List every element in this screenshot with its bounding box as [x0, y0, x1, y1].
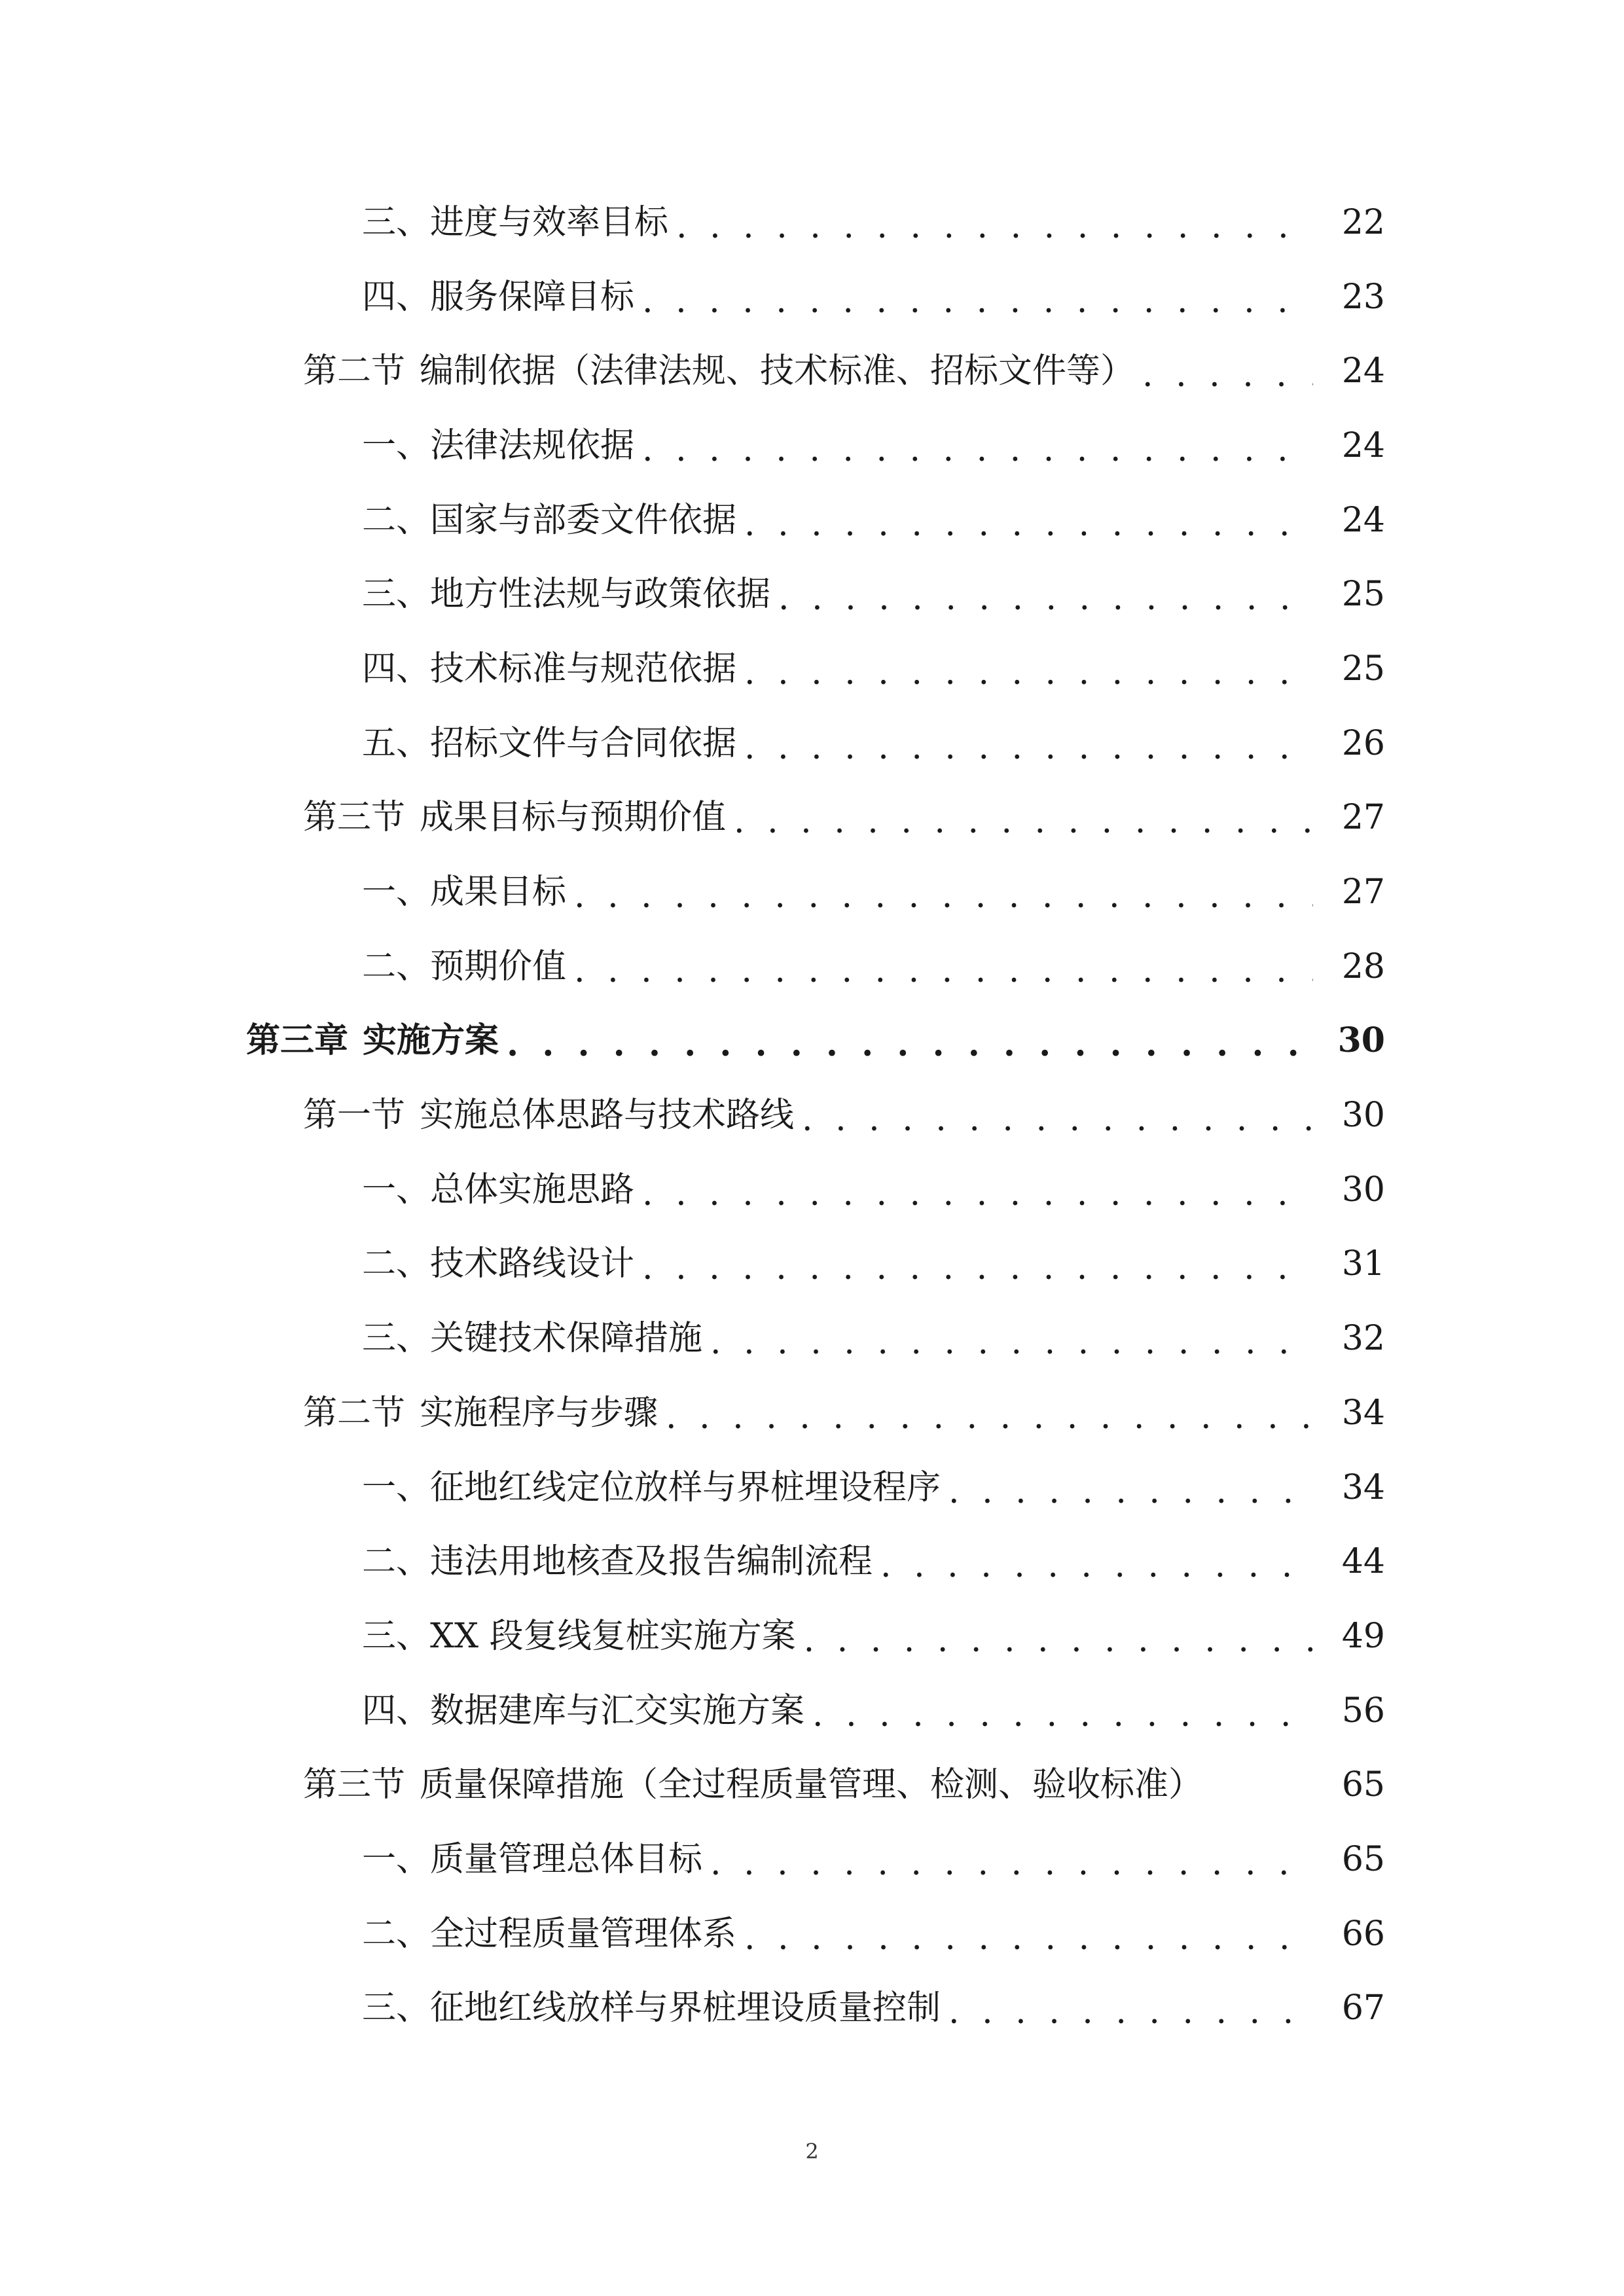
toc-entry-title: 成果目标与预期价值 [420, 798, 727, 838]
toc-entry[interactable] [0, 855, 1624, 929]
toc-entry-prefix: 四、 [362, 649, 431, 689]
toc-entry-title: 成果目标 [430, 872, 567, 912]
toc-entry-page: 28 [1341, 946, 1385, 986]
toc-entry-title: 预期价值 [430, 946, 567, 986]
toc-entry[interactable] [0, 1524, 1624, 1599]
toc-entry[interactable] [0, 1153, 1624, 1227]
toc-entry-title: 进度与效率目标 [430, 202, 669, 242]
toc-entry[interactable] [0, 632, 1624, 706]
toc-entry-prefix: 三、 [362, 575, 431, 615]
toc-entry-page: 26 [1341, 723, 1385, 763]
toc-entry-title: 编制依据（法律法规、技术标准、招标文件等） [420, 351, 1135, 391]
dot-leader [744, 507, 1313, 541]
toc-entry[interactable] [0, 1599, 1624, 1674]
toc-entry-page: 31 [1341, 1244, 1385, 1284]
toc-entry-page: 27 [1341, 798, 1385, 838]
dot-leader [948, 1995, 1313, 2029]
toc-entry-page: 56 [1341, 1691, 1385, 1731]
toc-entry-prefix: 一、 [362, 1467, 431, 1507]
toc-entry[interactable] [0, 483, 1624, 558]
toc-entry-title: 实施程序与步骤 [420, 1393, 659, 1433]
toc-entry-page: 34 [1341, 1467, 1385, 1507]
toc-entry-page: 32 [1341, 1319, 1385, 1359]
toc-entry-title: 技术标准与规范依据 [430, 649, 737, 689]
dot-leader [642, 1177, 1313, 1211]
toc-entry[interactable] [0, 1822, 1624, 1897]
toc-entry-page: 49 [1341, 1616, 1385, 1656]
toc-entry[interactable] [0, 1301, 1624, 1376]
dot-leader [1142, 358, 1313, 392]
toc-entry-page: 24 [1341, 500, 1385, 540]
toc-entry[interactable] [0, 1971, 1624, 2046]
toc-entry-page: 65 [1341, 1839, 1385, 1879]
toc-entry-title: 关键技术保障措施 [430, 1319, 703, 1359]
toc-entry-prefix: 第二节 [303, 1393, 406, 1433]
toc-entry-page: 66 [1341, 1914, 1385, 1954]
toc-entry-page: 30 [1337, 1020, 1385, 1061]
toc-entry-page: 44 [1341, 1542, 1385, 1582]
dot-leader [507, 1028, 1313, 1062]
toc-entry-prefix: 二、 [362, 1244, 431, 1284]
toc-entry[interactable] [0, 781, 1624, 855]
toc-entry-page: 24 [1341, 351, 1385, 391]
toc-entry-prefix: 第三节 [303, 1765, 406, 1805]
dot-leader [642, 1251, 1313, 1285]
toc-entry-title: 全过程质量管理体系 [430, 1914, 737, 1954]
dot-leader [778, 581, 1313, 615]
toc-entry-page: 23 [1341, 277, 1385, 317]
toc-entry-title: 总体实施思路 [430, 1170, 635, 1210]
page-number: 2 [805, 2139, 819, 2164]
toc-entry[interactable] [0, 706, 1624, 781]
toc-entry-title: 征地红线定位放样与界桩埋设程序 [430, 1467, 941, 1507]
toc-entry-page: 34 [1341, 1393, 1385, 1433]
toc-entry-title: 法律法规依据 [430, 425, 635, 465]
table-of-contents [0, 185, 1624, 2045]
dot-leader [802, 1102, 1313, 1136]
toc-entry-title: 技术路线设计 [430, 1244, 635, 1284]
dot-leader [948, 1475, 1313, 1509]
toc-entry-page: 25 [1341, 649, 1385, 689]
toc-entry-prefix: 五、 [362, 723, 431, 763]
toc-entry[interactable] [0, 260, 1624, 334]
dot-leader [642, 433, 1313, 467]
toc-entry-prefix: 三、 [362, 1616, 431, 1656]
dot-leader [812, 1698, 1313, 1732]
toc-entry-title: 招标文件与合同依据 [430, 723, 737, 763]
toc-entry-prefix: 三、 [362, 202, 431, 242]
toc-entry-prefix: 三、 [362, 1319, 431, 1359]
toc-entry[interactable] [0, 1376, 1624, 1450]
toc-entry[interactable] [0, 408, 1624, 483]
toc-entry-prefix: 四、 [362, 1691, 431, 1731]
toc-entry-title: 实施方案 [363, 1020, 499, 1061]
toc-entry-prefix: 一、 [362, 872, 431, 912]
toc-entry[interactable] [0, 1748, 1624, 1822]
dot-leader [880, 1549, 1313, 1583]
dot-leader [710, 1846, 1313, 1880]
dot-leader [734, 804, 1313, 838]
toc-entry-prefix: 第三章 [246, 1020, 349, 1061]
toc-entry[interactable] [0, 334, 1624, 408]
toc-entry-page: 30 [1341, 1096, 1385, 1136]
toc-entry[interactable] [0, 1674, 1624, 1748]
toc-entry[interactable] [0, 1450, 1624, 1525]
toc-entry-prefix: 第二节 [303, 351, 406, 391]
dot-leader [642, 284, 1313, 318]
toc-entry-title: 质量管理总体目标 [430, 1839, 703, 1879]
dot-leader [666, 1400, 1313, 1434]
toc-entry-page: 65 [1341, 1765, 1385, 1805]
toc-entry-prefix: 一、 [362, 425, 431, 465]
toc-entry-prefix: 第一节 [303, 1096, 406, 1136]
dot-leader [744, 1921, 1313, 1955]
toc-entry[interactable] [0, 1897, 1624, 1971]
dot-leader [744, 656, 1313, 690]
toc-entry-title: 违法用地核查及报告编制流程 [430, 1542, 873, 1582]
toc-entry[interactable] [0, 185, 1624, 260]
toc-entry-prefix: 三、 [362, 1988, 431, 2028]
toc-entry-title: 质量保障措施（全过程质量管理、检测、验收标准） [420, 1765, 1203, 1805]
toc-entry[interactable] [0, 1227, 1624, 1302]
toc-entry-page: 25 [1341, 575, 1385, 615]
toc-entry-prefix: 二、 [362, 500, 431, 540]
toc-entry-title: 征地红线放样与界桩埋设质量控制 [430, 1988, 941, 2028]
toc-entry-title: XX 段复线复桩实施方案 [430, 1616, 796, 1656]
toc-entry-title: 服务保障目标 [430, 277, 635, 317]
toc-entry-prefix: 四、 [362, 277, 431, 317]
toc-entry-page: 67 [1341, 1988, 1385, 2028]
toc-entry-title: 实施总体思路与技术路线 [420, 1096, 795, 1136]
dot-leader [676, 209, 1313, 243]
toc-entry-title: 数据建库与汇交实施方案 [430, 1691, 805, 1731]
dot-leader [710, 1325, 1313, 1359]
dot-leader [804, 1623, 1313, 1657]
toc-entry-prefix: 一、 [362, 1839, 431, 1879]
toc-entry-title: 国家与部委文件依据 [430, 500, 737, 540]
toc-entry[interactable] [0, 1078, 1624, 1153]
toc-entry-page: 24 [1341, 425, 1385, 465]
toc-entry-prefix: 第三节 [303, 798, 406, 838]
toc-entry[interactable] [0, 929, 1624, 1004]
toc-entry-page: 22 [1341, 202, 1385, 242]
toc-entry-prefix: 二、 [362, 1914, 431, 1954]
toc-entry-title: 地方性法规与政策依据 [430, 575, 771, 615]
toc-entry-prefix: 二、 [362, 1542, 431, 1582]
toc-chapter-entry[interactable] [0, 1004, 1624, 1079]
dot-leader [574, 954, 1313, 988]
toc-entry-prefix: 二、 [362, 946, 431, 986]
toc-entry-prefix: 一、 [362, 1170, 431, 1210]
toc-entry[interactable] [0, 557, 1624, 632]
dot-leader [574, 879, 1313, 913]
toc-entry-page: 27 [1341, 872, 1385, 912]
toc-entry-page: 30 [1341, 1170, 1385, 1210]
dot-leader [744, 730, 1313, 764]
